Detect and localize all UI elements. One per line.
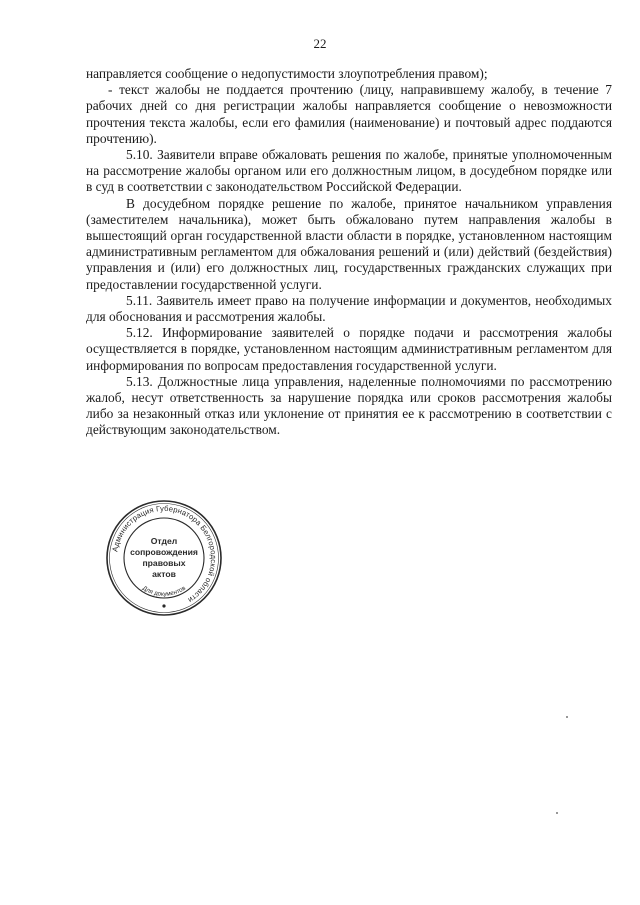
seal-bottom-dot (162, 604, 165, 607)
paragraph-5-10: 5.10. Заявители вправе обжаловать решения по жалобе, принятые уполномоченным на рассмотрение жалобы органом или его должностным лицом, в досудебном порядке или в суд в соответствии с законодательством Российской Федерации. (86, 147, 612, 195)
paragraph-5-13: 5.13. Должностные лица управления, наделенные полномочиями по рассмотрению жалоб, несут ответственность за нарушение порядка или сроков рассмотрения жалобы либо за незаконный отказ или уклонение от принятия ее к рассмотрению в соответствии с действующим законодательством. (86, 373, 612, 438)
seal-center-line-3: правовых (142, 558, 186, 568)
paragraph-5-11: 5.11. Заявитель имеет право на получение информации и документов, необходимых для обоснования и рассмотрения жалобы. (86, 292, 612, 325)
paragraph-unreadable-complaint: - текст жалобы не поддается прочтению (лицу, направившему жалобу, в течение 7 рабочих дней со дня регистрации жалобы направляется сообщение о невозможности прочтения текста жалобы, если его фамилия (наименование) и почтовый адрес поддаются прочтению). (86, 82, 612, 146)
seal-graphic (104, 498, 224, 618)
seal-center-line-1: Отдел (150, 536, 178, 546)
scan-speck (556, 812, 558, 814)
seal-center-line-2: сопровождения (130, 547, 198, 557)
document-body (86, 66, 612, 439)
paragraph-abuse-notice: направляется сообщение о недопустимости злоупотребления правом); (86, 66, 488, 81)
paragraph-5-12: 5.12. Информирование заявителей о порядке подачи и рассмотрения жалобы осуществляется в порядке, установленном настоящим административным регламентом для информирования по вопросам предоставления государственной услуги. (86, 325, 612, 373)
official-seal-stamp (104, 498, 224, 618)
paragraph-pretrial-appeal: В досудебном порядке решение по жалобе, принятое начальником управления (заместителем начальника), может быть обжаловано путем направления жалобы в вышестоящий орган государственной власти области в порядке, установленном настоящим административным регламентом для обжалования решений и (или) действий (бездействия) управления и (или) его должностных лиц, государственных гражданских служащих при предоставлении государственной услуги. (86, 195, 612, 292)
seal-inner-arc-text: Для документов (141, 584, 187, 598)
seal-center-line-4: актов (152, 569, 176, 579)
seal-outer-text: Администрация Губернатора Белгородской области (110, 503, 219, 605)
scan-speck (566, 716, 568, 718)
page-number: 22 (313, 36, 327, 51)
